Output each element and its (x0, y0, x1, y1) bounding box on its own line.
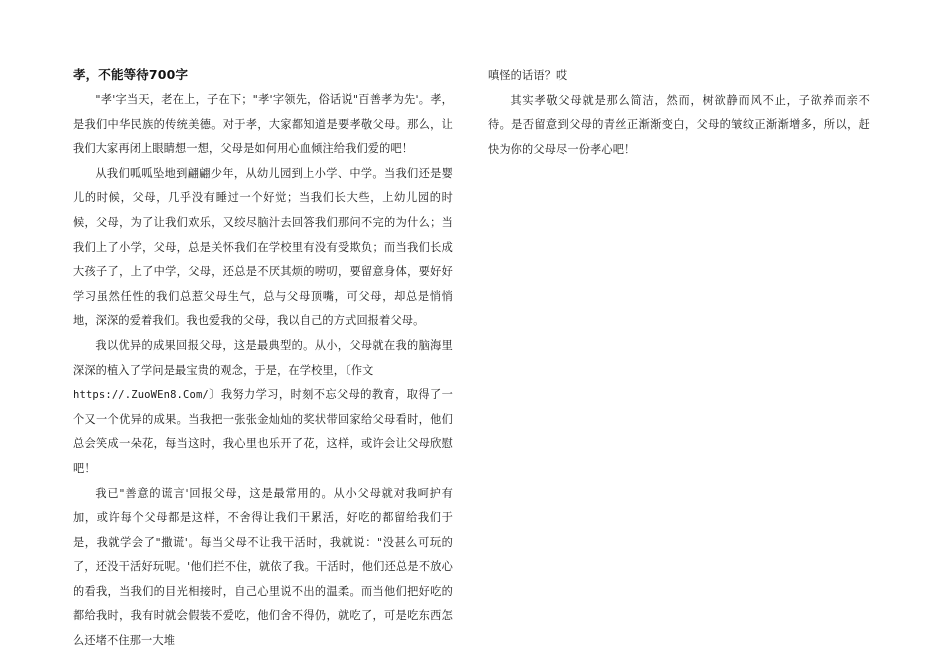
source-url: https://.ZuoWEn8.Com/ (73, 389, 209, 402)
paragraph-3: 我以优异的成果回报父母，这是最典型的。从小，父母就在我的脑海里深深的植入了学问是最宝贵的观念，于是，在学校里，〔作文 (73, 338, 453, 377)
paragraph-3-continued (73, 383, 453, 481)
left-column (73, 64, 453, 654)
paragraph-4-continued: 嗔怪的话语？哎 (488, 69, 568, 82)
paragraph-1: "孝'字当天，老在上，子在下；"孝'字领先，俗话说"百善孝为先'。孝，是我们中华民族的传统美德。对于孝，大家都知道是要孝敬父母。那么，让我们大家再闭上眼睛想一想，父母是如何用心血倾注给我们爱的吧！ (73, 93, 453, 156)
essay-title: 孝，不能等待700字 (73, 67, 189, 82)
paragraph-4: 我已"善意的谎言'回报父母，这是最常用的。从小父母就对我呵护有加，或许每个父母都是这样，不舍得让我们干累活，好吃的都留给我们于是，我就学会了"撒谎'。每当父母不让我干活时，我就说："没甚么可玩的了，还没干活好玩呢。'他们拦不住，就依了我。干活时，他们还总是不放心的看我，当我们的目光相接时，自己心里说不出的温柔。而当他们把好吃的都给我时，我有时就会假装不爱吃，他们舍不得仍，就吃了，可是吃东西怎么还堵不住那一大堆 (73, 486, 453, 648)
paragraph-2: 从我们呱呱坠地到翩翩少年，从幼儿园到上小学、中学。当我们还是婴儿的时候，父母，几乎没有睡过一个好觉；当我们长大些，上幼儿园的时候，父母，为了让我们欢乐，又绞尽脑汁去回答我们那问不完的为什么；当我们上了小学，父母，总是关怀我们在学校里有没有受欺负；而当我们长成大孩子了，上了中学，父母，还总是不厌其烦的唠叨，要留意身体，要好好学习虽然任性的我们总惹父母生气，总与父母顶嘴，可父母，却总是悄悄地，深深的爱着我们。我也爱我的父母，我以自己的方式回报着父母。 (73, 166, 453, 328)
right-column (488, 64, 870, 162)
paragraph-5: 其实孝敬父母就是那么简洁，然而，树欲静而风不止，子欲养而亲不待。是否留意到父母的青丝正渐渐变白，父母的皱纹正渐渐增多，所以，赶快为你的父母尽一份孝心吧！ (488, 93, 870, 156)
paragraph-3-rest: 〕我努力学习，时刻不忘父母的教育，取得了一个又一个优异的成果。当我把一张张金灿灿的奖状带回家给父母看时，他们总会笑成一朵花，每当这时，我心里也乐开了花，这样，或许会让父母欣慰吧！ (73, 388, 453, 475)
